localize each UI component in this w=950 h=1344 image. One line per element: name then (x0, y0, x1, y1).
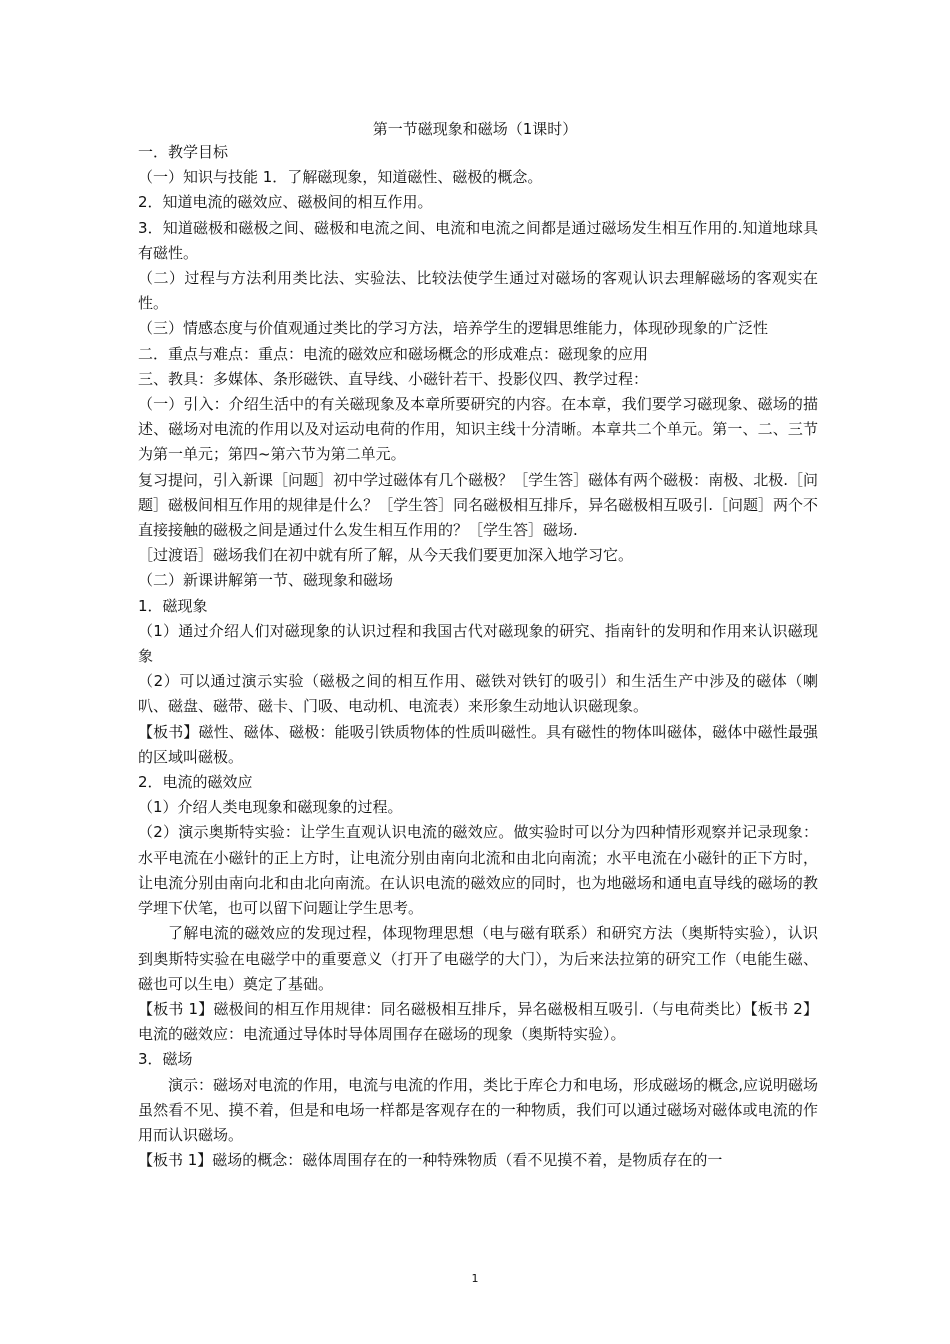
paragraph: 复习提问，引入新课［问题］初中学过磁体有几个磁极？［学生答］磁体有两个磁极：南极、北极.［问题］磁极间相互作用的规律是什么？［学生答］同名磁极相互排斥，异名磁极相互吸引.［问题］两个不直接接触的磁极之间是通过什么发生相互作用的？［学生答］磁场. (138, 470, 818, 540)
paragraph: 三、教具：多媒体、条形磁铁、直导线、小磁针若干、投影仪四、教学过程： (138, 369, 649, 388)
paragraph: （1）介绍人类电现象和磁现象的过程。 (138, 798, 403, 817)
page-title: 第一节磁现象和磁场（1课时） (372, 120, 578, 138)
paragraph: （二）新课讲解第一节、磁现象和磁场 (138, 571, 394, 590)
paragraph: （2）可以通过演示实验（磁极之间的相互作用、磁铁对铁钉的吸引）和生活生产中涉及的磁体（喇叭、磁盘、磁带、磁卡、门吸、电动机、电流表）来形象生动地认识磁现象。 (138, 672, 818, 716)
paragraph: （三）情感态度与价值观通过类比的学习方法，培养学生的逻辑思维能力，体现砂现象的广泛性 (138, 319, 769, 338)
paragraph: 【板书】磁性、磁体、磁极：能吸引铁质物体的性质叫磁性。具有磁性的物体叫磁体，磁体中磁性最强的区域叫磁极。 (138, 722, 818, 766)
paragraph: （二）过程与方法利用类比法、实验法、比较法使学生通过对磁场的客观认识去理解磁场的客观实在性。 (138, 269, 818, 313)
document-body (138, 140, 818, 1173)
paragraph: 2．知道电流的磁效应、磁极间的相互作用。 (138, 193, 433, 212)
section-heading: 2．电流的磁效应 (138, 773, 253, 792)
paragraph: ［过渡语］磁场我们在初中就有所了解，从今天我们要更加深入地学习它。 (138, 546, 634, 565)
heading-objectives: 一．教学目标 (138, 143, 229, 161)
paragraph: 二．重点与难点：重点：电流的磁效应和磁场概念的形成难点：磁现象的应用 (138, 344, 649, 363)
paragraph: （一）引入：介绍生活中的有关磁现象及本章所要研究的内容。在本章，我们要学习磁现象、磁场的描述、磁场对电流的作用以及对运动电荷的作用，知识主线十分清晰。本章共二个单元。第一、二、三节为第一单元；第四~第六节为第二单元。 (138, 395, 818, 464)
paragraph: （2）演示奥斯特实验：让学生直观认识电流的磁效应。做实验时可以分为四种情形观察并记录现象：水平电流在小磁针的正上方时，让电流分别由南向北流和由北向南流；水平电流在小磁针的正下方时，让电流分别由南向北和由北向南流。在认识电流的磁效应的同时，也为地磁场和通电直导线的磁场的教学埋下伏笔，也可以留下问题让学生思考。 (138, 823, 818, 918)
section-heading: 3．磁场 (138, 1050, 193, 1069)
paragraph: 【板书 1】磁极间的相互作用规律：同名磁极相互排斥，异名磁极相互吸引.（与电荷类比）【板书 2】电流的磁效应：电流通过导体时导体周围存在磁场的现象（奥斯特实验）。 (138, 999, 818, 1044)
paragraph: （1）通过介绍人们对磁现象的认识过程和我国古代对磁现象的研究、指南针的发明和作用来认识磁现象 (138, 621, 818, 666)
paragraph: （一）知识与技能 1．了解磁现象，知道磁性、磁极的概念。 (138, 168, 543, 187)
page-number: 1 (471, 1272, 479, 1285)
paragraph: 3．知道磁极和磁极之间、磁极和电流之间、电流和电流之间都是通过磁场发生相互作用的.知道地球具有磁性。 (138, 218, 818, 262)
paragraph: 演示：磁场对电流的作用，电流与电流的作用，类比于库仑力和电场，形成磁场的概念,应说明磁场虽然看不见、摸不着，但是和电场一样都是客观存在的一种物质，我们可以通过磁场对磁体或电流的作用而认识磁场。 (138, 1075, 818, 1144)
section-heading: 1．磁现象 (138, 596, 208, 615)
paragraph: 【板书 1】磁场的概念：磁体周围存在的一种特殊物质（看不见摸不着，是物质存在的一 (138, 1151, 723, 1170)
paragraph: 了解电流的磁效应的发现过程，体现物理思想（电与磁有联系）和研究方法（奥斯特实验），认识到奥斯特实验在电磁学中的重要意义（打开了电磁学的大门），为后来法拉第的研究工作（电能生磁、磁也可以生电）奠定了基础。 (138, 924, 818, 993)
